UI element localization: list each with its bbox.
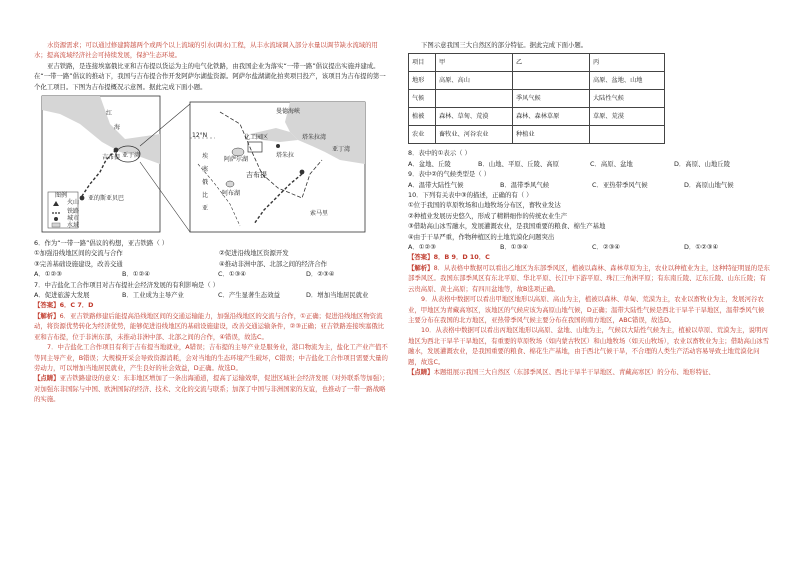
q6-choice-b: B．①②④ [122,270,150,279]
q10-option-2: ②种植业发展历史悠久，形成了精耕细作的传统农业生产 [408,211,568,220]
q6-option-4: ④推动非洲中部、北部之间的经济合作 [219,259,327,268]
legend-water: 水域 [67,222,80,230]
q8-choice-d: D．高原、山地丘陵 [674,159,731,168]
table-cell: 高原、高山 [436,72,513,90]
table-intro: 下图示意我国三大自然区的部分特征。据此完成下面小题。 [421,41,588,49]
q9-choice-b: B．温带季风气候 [500,180,550,189]
analysis-8: 8．从表格中数据可以看出乙地区为东部季风区，植被以森林、森林草原为主，农业以种植业为主，这种特征明显的是东部季风区。我国东部季风区有东北平原、华北平原、长江中下游平原、珠江三角洲平原；有东南丘陵、辽东丘陵、山东丘陵；有云贵高原、黄土高原；有四川盆地等，故B选项正确。 [408,263,770,293]
table-cell: 森林、草甸、荒漠 [436,108,513,126]
q6-choices [34,269,389,279]
q10-choice-b: B．①③④ [500,243,528,252]
table-header-cell: 甲 [436,54,513,72]
q6-stem: 6．作为“一带一路”倡议的构想，亚吉铁路（ ） [34,239,169,248]
table-cell: 畜牧业、河谷农业 [436,126,513,144]
table-cell: 农业 [409,126,436,144]
map-label-gulf-aden-right: 亚丁湾 [332,146,351,154]
q7-option-a: A．促进旅游大发展 [34,291,90,300]
table-cell [436,90,513,108]
legend-city: 城市 [67,215,80,223]
legend-title: 图例 [55,192,68,200]
legend-volcano: 火山 [67,199,80,207]
analysis-10: 10．从表格中数据可以看出丙地区地形以高原、盆地、山地为主，气候以大陆性气候为主，植被以草原、荒漠为主，说明丙地区为西北干旱半干旱地区，有重要的草原牧场（如内蒙古牧区）和山地牧场（如天山牧场），农业以畜牧业为主；借助高山冰雪融水，发展灌溉农业，是我国重要的粮食、棉花生产基地，由于西北气候干旱，不合理的人类生产活动容易导致土地荒漠化问题，故选C。 [408,326,770,366]
table-cell [590,126,665,144]
q10-choices [408,242,770,252]
q6-choice-c: C．①③④ [218,270,247,279]
q6-option-1: ①加强沿线地区间的交流与合作 [34,249,123,258]
right-column [408,40,770,377]
q10-option-3: ③借助高山冰雪融水，发展灌溉农业，是我国重要的粮食、棉生产基地 [408,222,606,231]
answer-text-left: 6．C 7．D [59,301,94,310]
table-row [409,108,665,126]
q10-stem: 10．下列有关表中③的描述，正确的有（ ） [408,191,533,200]
answer-label-right: 【答案】 [408,253,434,262]
q6-choice-d: D．②③④ [306,270,335,279]
table-cell: 大陆性气候 [590,90,665,108]
q10-choice-a: A．①②③ [408,243,436,252]
table-row [409,72,665,90]
q7-options [34,290,389,300]
table-row [409,90,665,108]
map-label-mandeb: 曼德海峡 [276,108,301,116]
left-column [34,40,389,405]
dian-text-right: 本题组展示我国三大自然区（东部季风区、西北干旱半干旱地区、青藏高寒区）的分布、地形特征、 [433,367,715,376]
map-label-red-sea-2: 海 [114,124,121,132]
q10-option-4: ④由于干旱严重，作物种植区的土地荒漠化问题突出 [408,232,555,241]
map-label-12n: 12°N [192,132,208,140]
table-header-cell: 乙 [513,54,590,72]
table-cell: 气候 [409,90,436,108]
analysis-7: 7．中吉盐化工合作项目有利于吉布提当地就业，A错误；吉布提的主导产业是服务业，港口物流为主，盐化工产业产值不等同主导产业，B错误；大规模开采会导致资源消耗，会对当地的生态环境产生破坏，C错误；中吉盐化工合作项目需要大量的劳动力，可以增加当地居民就业，产生良好的社会效益，D正确。故选D。 [34,343,388,372]
table-cell: 季风气候 [513,90,590,108]
q6-options [34,248,389,269]
table-header-row [409,54,665,72]
q8-choice-c: C．高原、盆地 [590,159,633,168]
map-label-somalia: 索马里 [310,210,329,218]
analysis-6: 6．亚吉铁路修建后能提高沿线地区间的交通运输能力，加强沿线地区的交流与合作，①正确；促进沿线地区物资流动，将资源优势转化为经济优势，能够促进沿线地区的基础设施建设，改善交通运输条件，②③正确；亚吉铁路连接埃塞俄比亚和吉布提，位于非洲东部，未推动非洲中部、北部之间的合作，④错误，故选C。 [34,311,385,341]
table-cell: 森林、森林草原 [513,108,590,126]
q6-choice-a: A．①②③ [34,270,62,279]
regions-table [408,53,665,144]
q10-choice-c: C．②③④ [592,243,621,252]
table-cell: 植被 [409,108,436,126]
map-label-tadjoura: 塔朱拉 [276,152,295,160]
map-label-tadjoura-gulf: 塔朱拉湾 [302,134,327,142]
q7-option-b: B．工业成为主导产业 [122,291,184,300]
q10-option-1: ①位于我国的草原牧场和山地牧场分布区，畜牧业发达 [408,201,561,210]
q9-choice-c: C．亚热带季风气候 [592,180,648,189]
q9-choices [408,180,770,190]
q8-choice-a: A．盆地、丘陵 [408,159,451,168]
q7-option-c: C．产生显著生态效益 [218,291,280,300]
map-label-assal-lake: 阿萨尔湖 [224,156,249,164]
table-row [409,126,665,144]
q9-choice-d: D．高原山地气候 [684,180,734,189]
map-label-chem-park: 化工园区 [244,134,269,142]
dian-label-left: 【点睛】 [34,374,60,383]
map-label-djibouti-right: 吉布提 [246,171,267,180]
table-cell: 高原、盆地、山地 [590,72,665,90]
q6-option-2: ②促进沿线地区资源开发 [219,249,289,258]
map-label-red-sea-1: 红 [106,110,113,118]
table-cell: 地形 [409,72,436,90]
map-label-gulf-aden: 亚丁湾 [122,152,141,160]
legend-railway: 铁路 [67,208,80,216]
map-label-abbe-lake: 阿布湖 [222,190,241,198]
q7-stem: 7．中吉盐化工合作项目对吉布提社会经济发展的有利影响是（ ） [34,280,220,289]
map-label-ethiopia: 埃塞俄比亚 [202,153,209,213]
dian-text-left: 亚吉铁路建设的意义：东非地区增加了一条出海通道，提高了运输效率，促进区域社会经济发展（对外联系等加强）；对加强东非国际与中国、欧洲国际的经济、技术、文化的交流与联系；加深了中国与非洲国家的友谊，也推动了一带一路战略的实施。 [34,374,389,404]
q7-option-d: D．增加当地居民就业 [306,291,369,300]
q8-stem: 8．表中的①表示（ ） [408,149,471,158]
table-cell [513,72,590,90]
analysis-label-left: 【解析】 [34,311,60,320]
q6-option-3: ③完善基础设施建设，改善交通 [34,259,123,268]
q10-choice-d: D．①②③④ [684,243,719,252]
q8-choices [408,159,770,169]
table-cell: 种植业 [513,126,590,144]
table-cell: 草原、荒漠 [590,108,665,126]
intro-paragraph: 亚吉铁路，是连接埃塞俄比亚和吉布提以货运为主的电气化铁路，由我国企业为落实“一带一路”倡议提出实施并建成。在“一带一路”倡议的推动下，我国与吉布提合作开发阿萨尔湖盐资源。阿萨尔盐湖湖化拍卖项目投产，该项目为吉布提的第一个化工项目。下图为吉布提概况示意图。据此完成下面小题。 [34,61,386,91]
analysis-9: 9．从表格中数据可以看出甲地区地形以高原、高山为主，植被以森林、草甸、荒漠为主，农业以畜牧业为主，发展河谷农业，甲地区为青藏高寒区，该地区的气候应该为高原山地气候，D正确；温带大陆性气候是西北干旱半干旱地区，温带季风气候主要分布在我国的北方地区，亚热带季风气候主要分布在我国的南方地区，ABC错误，故选D。 [408,295,765,324]
dian-label-right: 【点睛】 [408,367,434,376]
q9-choice-a: A．温带大陆性气候 [408,180,464,189]
map-label-addis-ababa: 亚的斯亚贝巴 [88,195,125,203]
q8-choice-b: B．山地、平原、丘陵、高原 [478,159,560,168]
analysis-label-right: 【解析】 [408,263,434,272]
map-label-djibouti: 吉布提 [102,154,121,162]
answer-label-left: 【答案】 [34,301,60,310]
q9-stem: 9．表中②的气候类型是（ ） [408,170,491,179]
table-header-cell: 项目 [409,54,436,72]
table-header-cell: 丙 [590,54,665,72]
answer-text-right: 8．B 9．D 10．C [433,253,490,262]
djibouti-map [40,94,370,234]
intro-red-text: 水资源需求；可以通过修建跨越两个或两个以上流域的引水(调水)工程，从丰水流域调入部分水量以调节缺水流域的用水；提高流域经济社会可持续发展，保护生态环境。 [34,41,378,60]
